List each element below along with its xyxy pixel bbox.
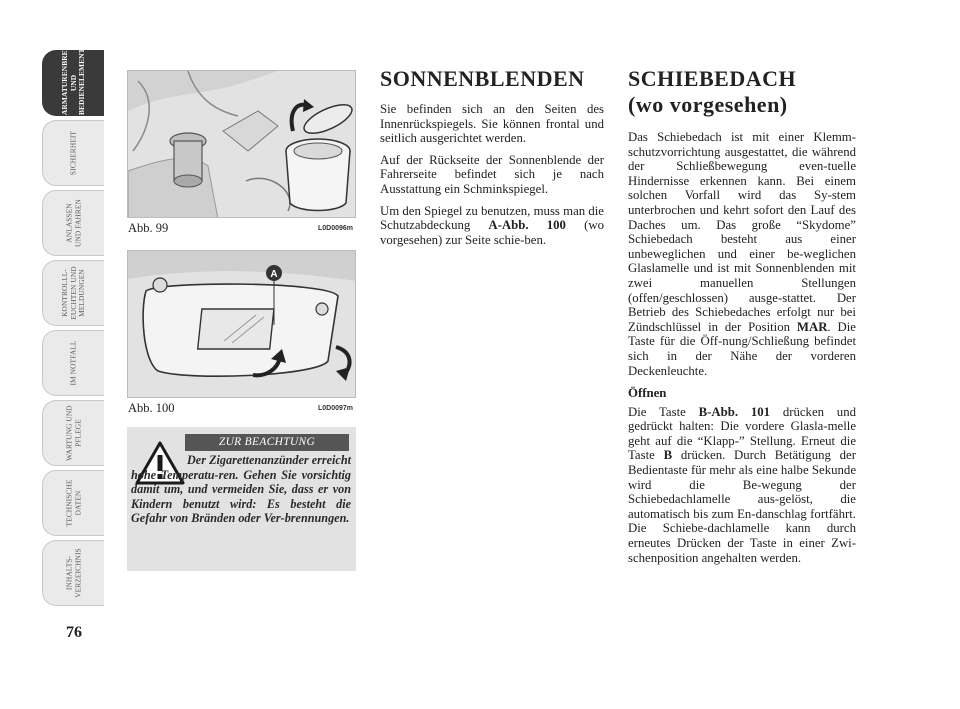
section-schiebedach bbox=[628, 66, 856, 572]
text-run: Das Schiebedach ist mit einer Klemm-schutzvorrichtung ausgestattet, die während der Schließbewegung even-tuelle Hindernisse erkennen kann. Bei einem solchen Vorfall wird das Sy-stem unterbrochen und kehrt sofort den Lauf des Daches um. Das große “Skydome” Schiebedach besteht aus einer unbeweglichen und einer be-weglichen Glaslamelle und ist mit Sonnenblenden mit zwei manuellen Stellungen (offen/geschlossen) ausge-stattet. Der Betrieb des Schiebedaches erfolgt nur bei Zündschlüssel in der Position bbox=[628, 130, 856, 334]
text-run: . Die Taste für die Öff-nung/Schließung befindet sich in der Nähe der vorderen Deckenleuchte. bbox=[628, 319, 856, 378]
tab-label: KONTROLLL- EUCHTEN UND MELDUNGEN bbox=[59, 266, 86, 320]
figure-code: L0D0096m bbox=[318, 225, 354, 232]
figure-code: L0D0097m bbox=[318, 405, 354, 412]
tab-label: TECHNISCHE DATEN bbox=[63, 479, 82, 527]
figure-caption: Abb. 100 bbox=[128, 401, 175, 415]
text-run: Die Taste bbox=[628, 404, 699, 419]
figure-cigarette-lighter bbox=[127, 70, 356, 218]
section-title: SONNENBLENDEN bbox=[380, 66, 585, 91]
paragraph bbox=[628, 405, 856, 566]
tab-wartung[interactable] bbox=[42, 400, 104, 466]
tab-inhaltsverzeichnis[interactable] bbox=[42, 540, 104, 606]
warning-text-body: Der Zigarettenanzünder erreicht hohe Temperatu-ren. Gehen Sie vorsichtig damit um, und vermeiden Sie, dass er von Kindern benutzt wird: Es besteht die Gefahr von Bränden oder Ver-brennungen. bbox=[131, 453, 351, 526]
tab-label: SICHERHEIT bbox=[68, 130, 78, 176]
warning-box bbox=[127, 427, 356, 571]
key-position: MAR bbox=[796, 319, 828, 334]
figure-sun-visor bbox=[127, 250, 356, 398]
tab-armaturenbrett[interactable] bbox=[42, 40, 104, 116]
button-reference: B bbox=[663, 448, 673, 463]
tab-label: IM NOTFALL bbox=[68, 340, 78, 386]
paragraph: Sie befinden sich an den Seiten des Innenrückspiegels. Sie können frontal und seitlich ausgerichtet werden. bbox=[380, 102, 604, 146]
figure-caption: Abb. 99 bbox=[128, 221, 169, 235]
section-subtitle: (wo vorgesehen) bbox=[628, 92, 788, 117]
tab-label: WARTUNG UND PFLEGE bbox=[63, 405, 82, 461]
tab-label: ARMATURENBRETT UND BEDIENELEMENTE bbox=[59, 40, 86, 115]
tab-label: INHALTS- VERZEICHNIS bbox=[63, 548, 82, 598]
tab-label: ANLASSEN UND FAHREN bbox=[63, 199, 82, 247]
figure-marker: A bbox=[270, 269, 278, 280]
tab-sicherheit[interactable] bbox=[42, 120, 104, 186]
paragraph: Auf der Rückseite der Sonnenblende der Fahrerseite befindet sich je nach Ausstattung ein Schminkspiegel. bbox=[380, 152, 604, 196]
tab-anlassen[interactable] bbox=[42, 190, 104, 256]
warning-header: ZUR BEACHTUNG bbox=[185, 434, 349, 451]
figure-reference: B-Abb. 101 bbox=[698, 404, 771, 419]
text-run: Um den Spiegel zu benutzen, muss man die Schutzabdeckung bbox=[380, 203, 604, 233]
section-sonnenblenden bbox=[380, 66, 604, 254]
cigarette-lighter-illustration bbox=[128, 71, 356, 218]
warning-text bbox=[131, 453, 351, 526]
subheading: Öffnen bbox=[628, 386, 667, 401]
tab-kontrollleuchten[interactable] bbox=[42, 260, 104, 326]
text-run: drücken und gedrückt halten: Die vordere Glasla-melle geht auf die “Klapp-” Stellung. Erneut die Taste bbox=[628, 404, 856, 463]
section-title: SCHIEBEDACH bbox=[628, 66, 797, 91]
paragraph bbox=[380, 204, 604, 248]
tab-technische-daten[interactable] bbox=[42, 470, 104, 536]
text-run: drücken. Durch Betätigung der Bedientaste für mehr als eine halbe Sekunde wird die Be-wegung der Schiebedachlamelle aus-gelöst, die automatisch bis zum En-danschlag fortfährt. Die Schiebe-dachlamelle kann durch erneutes Drücken der Taste in einer Zwi-schenposition angehalten werden. bbox=[628, 448, 856, 565]
page-number: 76 bbox=[66, 624, 82, 641]
paragraph bbox=[628, 130, 856, 378]
text-run: (wo vorgesehen) zur Seite schie-ben. bbox=[380, 218, 605, 247]
chapter-tabs bbox=[42, 40, 104, 620]
tab-im-notfall[interactable] bbox=[42, 330, 104, 396]
sun-visor-illustration bbox=[128, 251, 356, 398]
figure-reference: A-Abb. 100 bbox=[488, 218, 566, 233]
